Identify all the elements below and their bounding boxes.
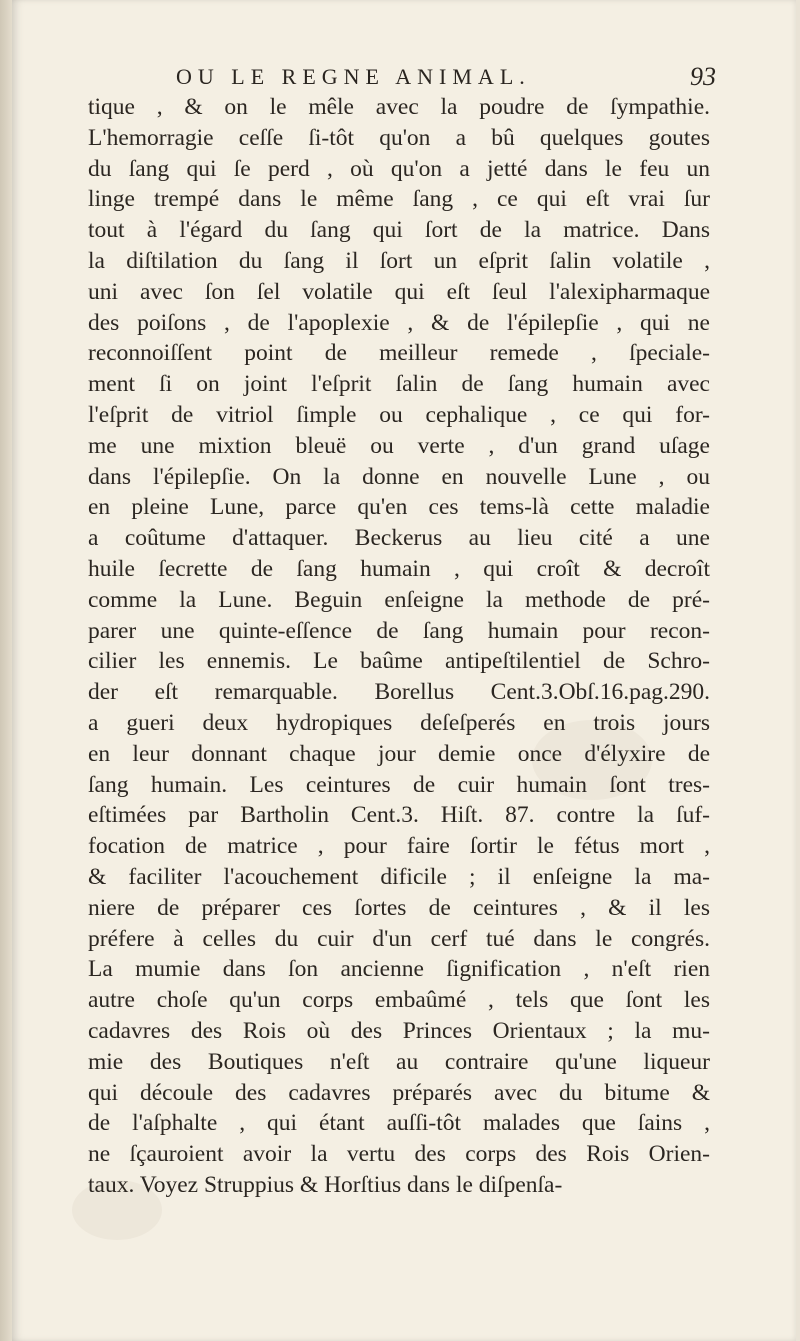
text-line: cilier les ennemis. Le baûme antipeſtilentiel de Schro- (88, 648, 710, 675)
text-line: parer une quinte-eſſence de ſang humain pour recon- (88, 617, 710, 644)
text-line: tout à l'égard du ſang qui ſort de la matrice. Dans (88, 217, 710, 244)
text-line: eſtimées par Bartholin Cent.3. Hiſt. 87. contre la ſuf- (88, 802, 710, 829)
text-line: niere de préparer ces ſortes de ceintures , & il les (88, 894, 710, 921)
text-line: reconnoiſſent point de meilleur remede , ſpeciale- (88, 340, 710, 367)
text-line: des poiſons , de l'apoplexie , & de l'épilepſie , qui ne (88, 309, 710, 336)
text-line: la diſtilation du ſang il ſort un eſprit ſalin volatile , (88, 247, 710, 274)
text-line: uni avec ſon ſel volatile qui eſt ſeul l'alexipharmaque (88, 278, 710, 305)
text-line: dans l'épilepſie. On la donne en nouvelle Lune , ou (88, 463, 710, 490)
text-line: de l'aſphalte , qui étant auſſi-tôt malades que ſains , (88, 1110, 710, 1137)
text-line: préfere à celles du cuir d'un cerf tué dans le congrés. (88, 925, 710, 952)
page-number: 93 (690, 62, 716, 91)
text-line: en pleine Lune, parce qu'en ces tems-là cette maladie (88, 494, 710, 521)
text-line: ment ſi on joint l'eſprit ſalin de ſang humain avec (88, 371, 710, 398)
text-line: ſang humain. Les ceintures de cuir humain ſont tres- (88, 771, 710, 798)
text-line: focation de matrice , pour faire ſortir le fétus mort , (88, 833, 710, 860)
text-line: cadavres des Rois où des Princes Orientaux ; la mu- (88, 1017, 710, 1044)
body-text (88, 92, 710, 1201)
text-line: huile ſecrette de ſang humain , qui croît & decroît (88, 555, 710, 582)
text-line: l'eſprit de vitriol ſimple ou cephalique , ce qui for- (88, 401, 710, 428)
text-line: & faciliter l'acouchement dificile ; il enſeigne la ma- (88, 863, 710, 890)
text-line: der eſt remarquable. Borellus Cent.3.Obſ.16.pag.290. (88, 679, 710, 706)
text-line: tique , & on le mêle avec la poudre de ſympathie. (88, 94, 710, 120)
text-line: taux. Voyez Struppius & Horſtius dans le diſpenſa- (88, 1171, 563, 1198)
text-line: me une mixtion bleuë ou verte , d'un grand uſage (88, 432, 710, 459)
text-line: comme la Lune. Beguin enſeigne la methode de pré- (88, 586, 710, 613)
text-line: du ſang qui ſe perd , où qu'on a jetté dans le feu un (88, 155, 710, 182)
text-line: autre choſe qu'un corps embaûmé , tels que ſont les (88, 987, 710, 1014)
page-header (176, 60, 716, 94)
text-line: a gueri deux hydropiques deſeſperés en trois jours (88, 709, 710, 736)
text-line: a coûtume d'attaquer. Beckerus au lieu cité a une (88, 525, 710, 552)
text-line: qui découle des cadavres préparés avec du bitume & (88, 1079, 710, 1106)
text-line: L'hemorragie ceſſe ſi-tôt qu'on a bû quelques goutes (88, 124, 710, 151)
text-line: La mumie dans ſon ancienne ſignification , n'eſt rien (88, 956, 710, 983)
running-head: OU LE REGNE ANIMAL. (176, 64, 531, 89)
text-line: ne ſçauroient avoir la vertu des corps des Rois Orien- (88, 1141, 710, 1168)
text-line: mie des Boutiques n'eſt au contraire qu'une liqueur (88, 1048, 710, 1075)
text-line: linge trempé dans le même ſang , ce qui eſt vrai ſur (88, 186, 710, 213)
text-line: en leur donnant chaque jour demie once d'élyxire de (88, 740, 710, 767)
